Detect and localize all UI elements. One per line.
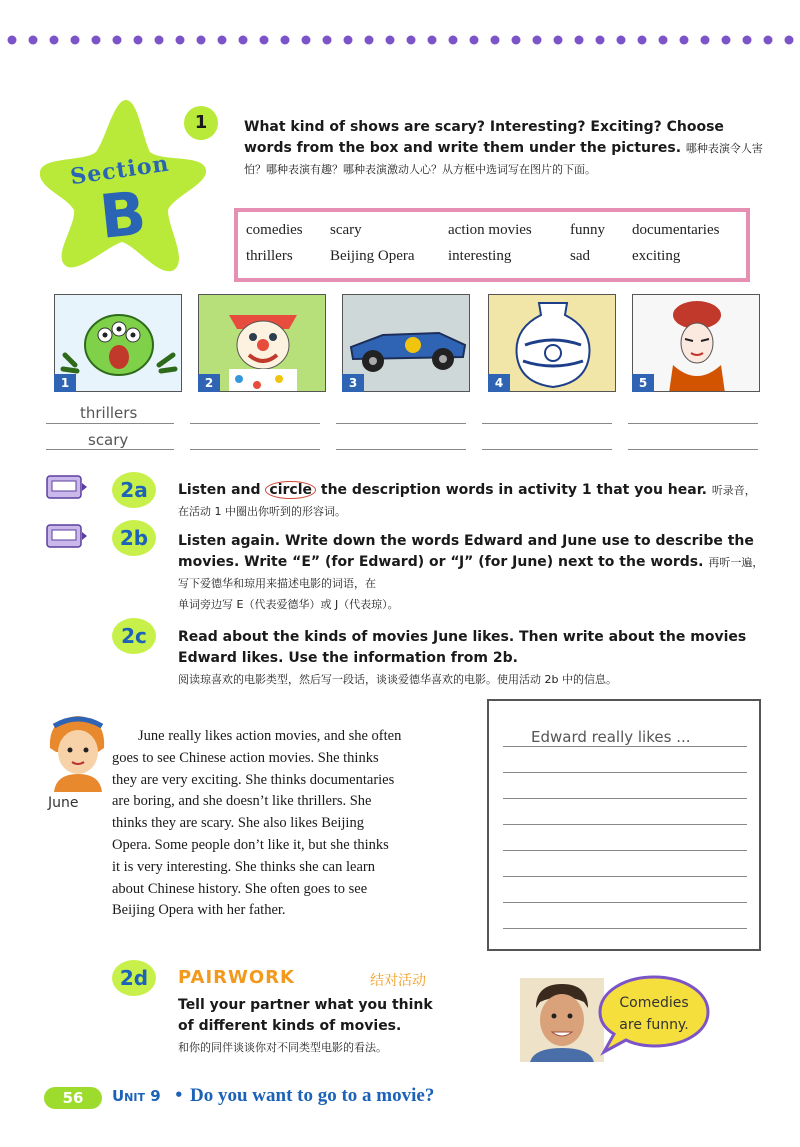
answer-line[interactable] [628, 423, 758, 424]
activity-2d-text: of different kinds of movies. [178, 1018, 402, 1034]
activity-2b-badge: 2b [112, 520, 156, 556]
section-badge [38, 96, 208, 276]
answer-line[interactable] [336, 449, 466, 450]
word-item: comedies [246, 222, 303, 238]
answer-line[interactable] [46, 423, 174, 424]
pairwork-title-cn: 结对活动 [370, 973, 426, 989]
speech-line: Comedies [619, 995, 689, 1011]
word-item: scary [330, 222, 362, 238]
activity-2b-text-cn: 再听一遍，写下爱德华和琼用来描述电影的词语，在 [178, 556, 764, 590]
activity-2d-instruction [178, 995, 518, 1058]
passage-line: Beijing Opera with her father. [112, 902, 286, 919]
answer-text: scary [88, 431, 129, 449]
answer-line[interactable] [336, 423, 466, 424]
unit-title: Do you want to go to a movie? [190, 1085, 435, 1106]
top-dot-border [0, 30, 800, 50]
passage-line: about Chinese history. She often goes to see [112, 880, 368, 897]
passage-line: are boring, and she doesn’t like thrillers. She [112, 793, 372, 810]
activity-2b-instruction [178, 531, 764, 615]
answer-text: thrillers [80, 404, 138, 422]
activity-2a-text: Listen and [178, 482, 261, 498]
june-label: June [48, 795, 79, 811]
word-item: thrillers [246, 248, 293, 264]
word-item: documentaries [632, 222, 720, 238]
picture-number: 1 [54, 374, 76, 392]
word-item: action movies [448, 222, 532, 238]
activity-2d-text-cn: 和你的同伴谈谈你对不同类型电影的看法。 [178, 1041, 387, 1054]
answer-line[interactable] [628, 449, 758, 450]
picture-number: 5 [632, 374, 654, 392]
june-avatar [44, 712, 110, 792]
activity-2d-text: Tell your partner what you think [178, 997, 433, 1013]
activity-1-text: What kind of shows are scary? Interesting? Exciting? Choose words from the box and write them under the pictures. [244, 119, 724, 156]
writing-line[interactable] [503, 824, 747, 825]
writing-start: Edward really likes ... [531, 728, 691, 746]
activity-2b-text-cn: 单词旁边写 E（代表爱德华）或 J（代表琼）。 [178, 598, 399, 611]
activity-2c-text-cn: 阅读琼喜欢的电影类型，然后写一段话，谈谈爱德华喜欢的电影。使用活动 2b 中的信息。 [178, 673, 617, 686]
answer-line[interactable] [190, 449, 320, 450]
june-passage [112, 726, 472, 922]
passage-line: it is very interesting. She thinks she can learn [112, 858, 375, 875]
activity-1-text-cn: 哪种表演令人害怕？哪种表演有趣？哪种表演激动人心？从方框中选词写在图片的下面。 [244, 142, 763, 176]
writing-line[interactable] [503, 772, 747, 773]
passage-line: Opera. Some people don’t like it, but she thinks [112, 836, 389, 853]
cassette-icon [46, 475, 88, 501]
answer-line[interactable] [482, 423, 612, 424]
passage-line: goes to see Chinese action movies. She thinks [112, 749, 379, 766]
writing-line[interactable] [503, 746, 747, 747]
activity-2b-text: Listen again. Write down the words Edward and June use to describe the movies. Write “E” (for Edward) or “J” (for June) next to the words. [178, 533, 754, 570]
activity-1-instruction [244, 117, 764, 180]
speech-line: are funny. [619, 1017, 689, 1033]
word-item: Beijing Opera [330, 248, 415, 264]
answer-line[interactable] [482, 449, 612, 450]
passage-line: June really likes action movies, and she often [138, 728, 402, 744]
circled-word: circle [265, 481, 316, 499]
section-label: Section [68, 150, 171, 191]
activity-2a-badge: 2a [112, 472, 156, 508]
writing-line[interactable] [503, 798, 747, 799]
activity-2d-badge: 2d [112, 960, 156, 996]
pairwork-title: PAIRWORK [178, 967, 295, 988]
picture-number: 4 [488, 374, 510, 392]
cassette-icon [46, 524, 88, 550]
boy-photo [520, 978, 604, 1062]
writing-line[interactable] [503, 902, 747, 903]
activity-2c-instruction [178, 627, 764, 690]
writing-box[interactable] [487, 699, 761, 951]
passage-line: thinks they are scary. She also likes Beijing [112, 815, 364, 832]
answer-line[interactable] [46, 449, 174, 450]
word-item: sad [570, 248, 590, 264]
word-item: interesting [448, 248, 512, 264]
footer-bullet: • [174, 1086, 184, 1104]
page-number: 56 [44, 1087, 102, 1109]
activity-1-badge: 1 [184, 106, 218, 140]
speech-text [614, 992, 694, 1036]
activity-2c-text: Read about the kinds of movies June likes. Then write about the movies Edward likes. Use the information from 2b. [178, 629, 747, 666]
picture-number: 2 [198, 374, 220, 392]
writing-line[interactable] [503, 928, 747, 929]
unit-label: Unit 9 [112, 1087, 161, 1105]
activity-2c-badge: 2c [112, 618, 156, 654]
activity-2a-text-cn: 听录音，在活动 1 中圈出你听到的形容词。 [178, 484, 756, 518]
word-item: funny [570, 222, 605, 238]
section-letter: B [96, 178, 150, 253]
word-item: exciting [632, 248, 681, 264]
picture-number: 3 [342, 374, 364, 392]
activity-2a-instruction [178, 480, 764, 522]
writing-line[interactable] [503, 850, 747, 851]
answer-line[interactable] [190, 423, 320, 424]
activity-2a-text: the description words in activity 1 that you hear. [320, 482, 707, 498]
passage-line: they are very exciting. She thinks documentaries [112, 771, 395, 788]
writing-line[interactable] [503, 876, 747, 877]
word-box [234, 208, 750, 282]
